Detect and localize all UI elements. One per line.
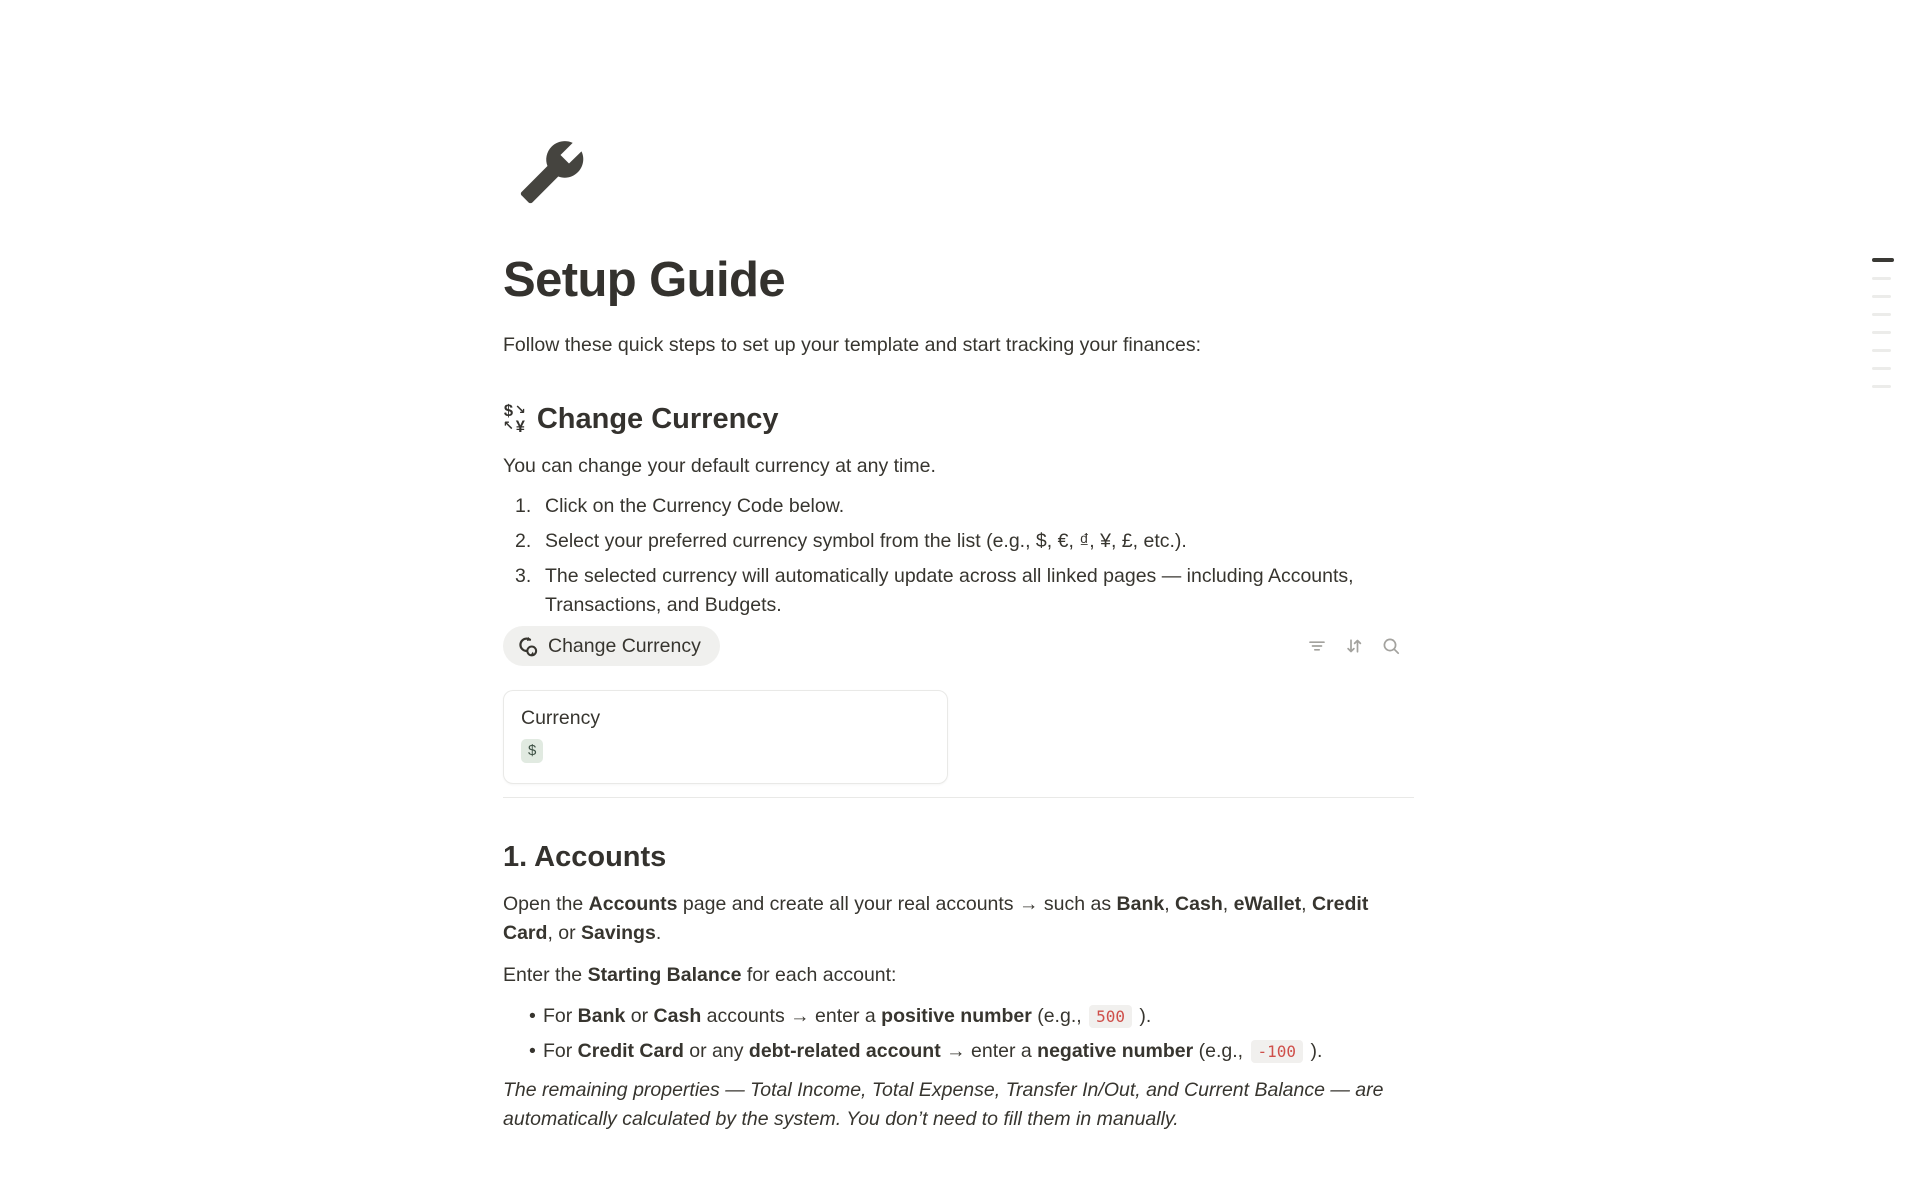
bullet-item-1: • For Bank or Cash accounts → enter a positive number (e.g., 500 ). [503,1002,1414,1031]
outline-bar[interactable] [1872,313,1891,316]
list-number: 2. [515,530,532,552]
outline-bar[interactable] [1872,385,1891,388]
exchange-icon [516,635,539,658]
search-icon[interactable] [1381,636,1401,656]
outline-bar[interactable] [1872,258,1894,262]
change-currency-button-label: Change Currency [548,634,701,657]
wrench-icon[interactable] [518,138,586,206]
bullet-marker: • [529,1040,536,1062]
outline-bar[interactable] [1872,349,1891,352]
starting-balance-list [503,1002,1414,1066]
view-toolbar [1307,636,1414,656]
accounts-intro-paragraph: Open the Accounts page and create all your real accounts → such as Bank, Cash, eWallet, Credit Card, or Savings. [503,893,1369,944]
filter-icon[interactable] [1307,636,1327,656]
step-item-1: 1. Click on the Currency Code below. [503,492,1414,521]
currency-tag[interactable]: $ [521,739,543,763]
auto-calculated-note: The remaining properties — Total Income, Total Expense, Transfer In/Out, and Current Balance — are automatically calculated by the system. You don’t need to fill them in manually. [503,1079,1384,1130]
currency-card[interactable] [503,690,948,784]
page-outline-indicator [1872,258,1894,403]
outline-bar[interactable] [1872,295,1891,298]
page-title: Setup Guide [503,253,785,307]
page-content [503,0,1414,1134]
database-view-header [503,626,1414,666]
currency-lead-paragraph: You can change your default currency at any time. [503,455,936,477]
outline-bar[interactable] [1872,277,1891,280]
divider [503,797,1414,798]
intro-paragraph: Follow these quick steps to set up your template and start tracking your finances: [503,334,1202,356]
section-heading-text: Change Currency [536,403,779,435]
currency-steps-list [503,492,1414,620]
sort-icon[interactable] [1344,636,1364,656]
currency-card-label: Currency [521,707,601,729]
bullet-marker: • [529,1005,536,1027]
starting-balance-paragraph: Enter the Starting Balance for each account: [503,964,897,986]
list-number: 1. [515,495,532,517]
bullet-item-2: • For Credit Card or any debt-related account → enter a negative number (e.g., -100 ). [503,1037,1414,1066]
step-item-2: 2. Select your preferred currency symbol from the list (e.g., $, €, ₫, ¥, £, etc.). [503,527,1414,556]
outline-bar[interactable] [1872,367,1891,370]
step-item-3: 3. The selected currency will automatically update across all linked pages — including Accounts, Transactions, and Budgets. [503,562,1414,620]
section-heading-change-currency [503,400,1414,438]
list-number: 3. [515,565,532,587]
currency-exchange-icon: $ ↘ ↖ ¥ [503,402,526,436]
change-currency-button[interactable] [503,626,720,666]
section-heading-accounts: 1. Accounts [503,841,667,873]
outline-bar[interactable] [1872,331,1891,334]
